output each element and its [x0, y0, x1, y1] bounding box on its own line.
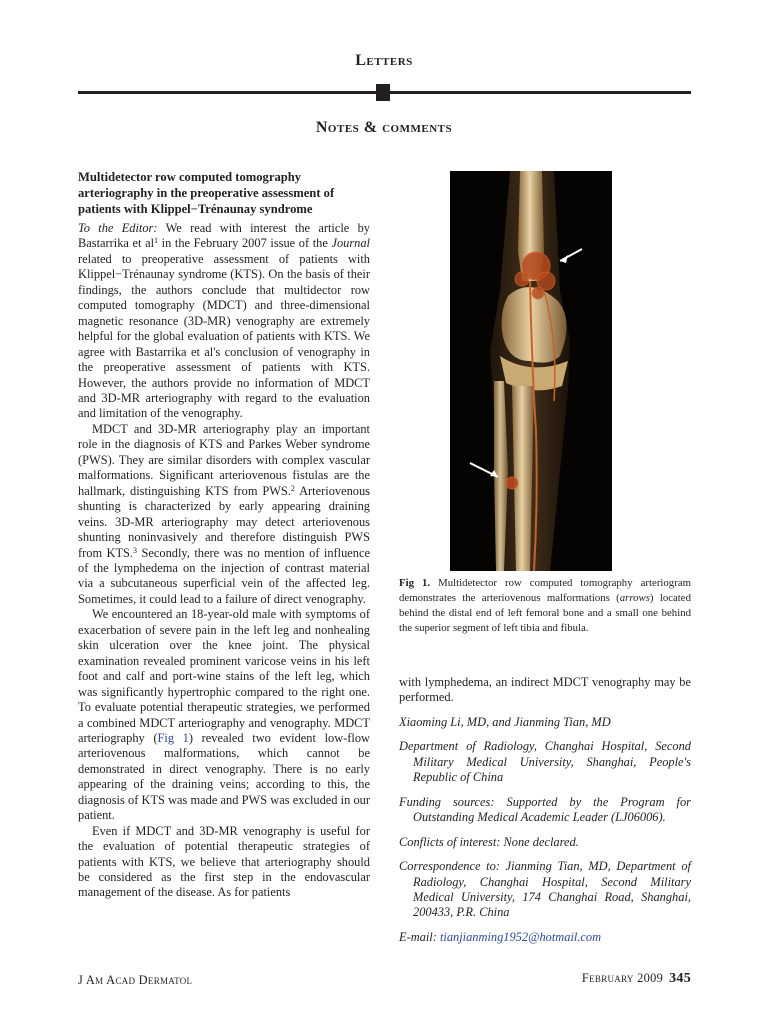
email-line — [399, 930, 691, 945]
email-link[interactable]: tianjianming1952@hotmail.com — [439, 929, 602, 944]
figure-label: Fig 1. — [399, 577, 431, 589]
salutation: To the Editor: — [78, 221, 158, 235]
paragraph-4-continued: with lymphedema, an indirect MDCT venography may be performed. — [399, 675, 691, 705]
reference-2[interactable]: 2 — [290, 483, 295, 493]
footer-journal: J Am Acad Dermatol — [78, 973, 193, 987]
funding-sources: Funding sources: Supported by the Program for Outstanding Medical Academic Leader (LJ06006). — [399, 794, 691, 825]
reference-3[interactable]: 3 — [133, 545, 138, 555]
figure-caption: Fig 1. Multidetector row computed tomography arteriogram demonstrates the arteriovenous malformations (arrows) located behind the distal end of left femoral bone and a small one behind the superior segment of left tibia and fibula. — [399, 577, 691, 634]
affiliation: Department of Radiology, Changhai Hospital, Second Military Medical University, Shanghai, People's Republic of China — [399, 739, 691, 785]
paragraph-3: We encountered an 18-year-old male with symptoms of exacerbation of severe pain in the left leg and nonhealing skin ulceration over the knee joint. The physical examination revealed prominent varicose veins in his left foot and calf and port-wine stains of the left leg, which was significantly hypertrophic compared to the right one. To evaluate potential therapeutic strategies, we performed a combined MDCT arteriography and venography. MDCT arteriography (Fig 1) revealed two evident low-flow arteriovenous malformations, which cannot be demonstrated in direct venography. There is no early appearing of the draining veins; according to this, the diagnosis of KTS was made and PWS was excluded in our patient. — [78, 607, 371, 823]
leg-arteriography-render — [450, 171, 612, 571]
footer-date-page — [582, 971, 691, 987]
correspondence: Correspondence to: Jianming Tian, MD, Department of Radiology, Changhai Hospital, Second Military Medical University, 174 Changhai Road, Shanghai, 200433, P.R. China — [399, 859, 691, 920]
paragraph-2: MDCT and 3D-MR arteriography play an important role in the diagnosis of KTS and Parkes Weber syndrome (PWS). They are similar disorders with complex vascular malformations. Significant arteriovenous fistulas are the hallmark, distinguishing KTS from PWS.$^2$ Arteriovenous shunting is characterized by early appearing draining veins. 3D-MR arteriography may detect arteriovenous shunting noninvasively and therefore distinguish PWS from KTS.$^3$ Secondly, there was no mention of influence of the lymphedema on the injection of contrast material via a subcutaneous superficial vein of the affected leg. Sometimes, it could lead to a failure of direct venography. — [78, 421, 370, 606]
conflicts-of-interest: Conflicts of interest: None declared. — [399, 834, 579, 849]
subsection-heading: Notes & comments — [315, 119, 453, 136]
figure-link[interactable]: Fig 1 — [157, 730, 189, 745]
footer-date: February 2009 — [581, 971, 664, 985]
reference-1[interactable]: 1 — [154, 236, 159, 246]
page-number: 345 — [669, 971, 691, 986]
figure-image — [450, 171, 612, 571]
authors: Xiaoming Li, MD, and Jianming Tian, MD — [399, 714, 611, 729]
header-rule-ornament — [376, 84, 390, 101]
paragraph-4: Even if MDCT and 3D-MR venography is useful for the evaluation of potential therapeutic strategies of patients with KTS, we believe that arteriography should be considered as the first step in the endovascular management of the disease. As for patients — [78, 823, 370, 900]
section-heading: Letters — [355, 52, 413, 69]
left-column — [78, 221, 370, 901]
article-title: Multidetector row computed tomography arteriography in the preoperative assessment of patients with Klippel−Trénaunay syndrome — [78, 170, 335, 216]
email-label: E-mail: — [399, 929, 440, 944]
right-column — [399, 675, 691, 945]
paragraph-1: To the Editor: We read with interest the article by Bastarrika et $al^1$ in the February 2007 issue of the Journal related to preoperative assessment of patients with Klippel−Trénaunay syndrome (KTS). On the basis of their findings, the authors conclude that multidector row computed tomography (MDCT) and three-dimensional magnetic resonance (3D-MR) venography are extremely helpful for the global evaluation of patients with KTS. We agree with Bastarrika et al's conclusion of venography in the preoperative assessment of patients with KTS. However, the authors provide no information of MDCT and 3D-MR arteriography with regard to the evaluation and limitation of the venography. — [78, 221, 370, 421]
journal-word: Journal — [331, 236, 370, 251]
